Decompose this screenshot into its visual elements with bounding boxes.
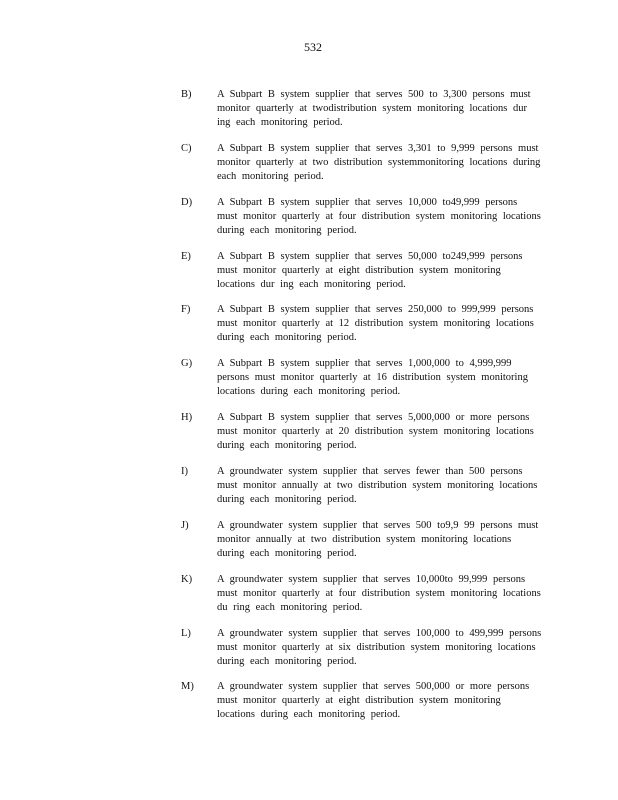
item-letter: J) — [181, 520, 189, 531]
item-text: A groundwater system supplier that serves 500 to9,9 99 persons must monitor annually at two distribution system monitoring locations during each monitoring period. — [217, 520, 539, 559]
item-letter: G) — [181, 358, 193, 369]
item-text: A Subpart B system supplier that serves 10,000 to49,999 persons must monitor quarterly at four distribution system monitoring locations during each monitoring period. — [217, 197, 541, 236]
item-text: A groundwater system supplier that serves 500,000 or more persons must monitor quarterly at eight distribution system monitoring locations during each monitoring period. — [217, 681, 530, 720]
item-letter: L) — [181, 628, 191, 639]
item-text: A groundwater system supplier that serves 100,000 to 499,999 persons must monitor quarterly at six distribution system monitoring locations during each monitoring period. — [217, 628, 542, 667]
item-text: A Subpart B system supplier that serves 1,000,000 to 4,999,999 persons must monitor quarterly at 16 distribution system monitoring locations during each monitoring period. — [217, 358, 528, 397]
item-text: A Subpart B system supplier that serves 500 to 3,300 persons must monitor quarterly at twodistribution system monitoring locations dur ing each monitoring period. — [217, 89, 531, 128]
item-letter: H) — [181, 412, 193, 423]
item-letter: D) — [181, 197, 193, 208]
item-text: A Subpart B system supplier that serves 50,000 to249,999 persons must monitor quarterly at eight distribution system monitoring locations dur ing each monitoring period. — [217, 251, 523, 290]
item-text: A groundwater system supplier that serves 10,000to 99,999 persons must monitor quarterly at four distribution system monitoring locations du ring each monitoring period. — [217, 574, 541, 613]
item-letter: I) — [181, 466, 188, 477]
item-letter: B) — [181, 89, 192, 100]
item-letter: M) — [181, 681, 194, 692]
item-letter: K) — [181, 574, 193, 585]
item-letter: E) — [181, 251, 191, 262]
item-letter: F) — [181, 304, 191, 315]
item-text: A Subpart B system supplier that serves 5,000,000 or more persons must monitor quarterly at 20 distribution system monitoring locations during each monitoring period. — [217, 412, 534, 451]
item-text: A groundwater system supplier that serves fewer than 500 persons must monitor annually at two distribution system monitoring locations during each monitoring period. — [217, 466, 538, 505]
item-letter: C) — [181, 143, 192, 154]
page-number: 532 — [304, 40, 322, 54]
item-text: A Subpart B system supplier that serves 3,301 to 9,999 persons must monitor quarterly at two distribution systemmonitoring locations during each monitoring period. — [217, 143, 541, 182]
item-text: A Subpart B system supplier that serves 250,000 to 999,999 persons must monitor quarterly at 12 distribution system monitoring locations during each monitoring period. — [217, 304, 534, 343]
